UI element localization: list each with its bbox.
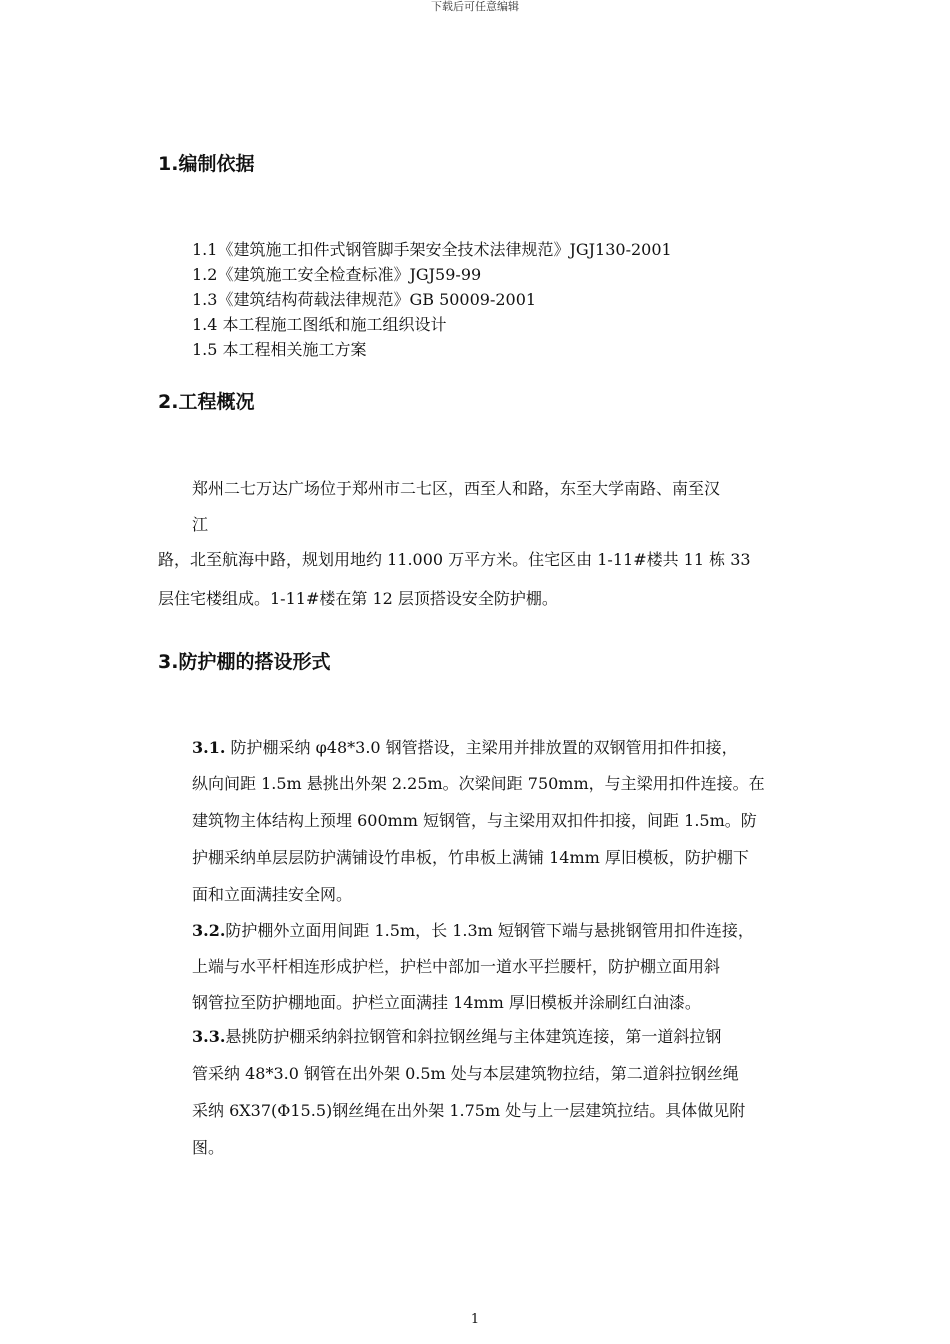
reference-item: 1.5 本工程相关施工方案 — [192, 340, 367, 359]
reference-item: 1.3《建筑结构荷载法律规范》GB 50009-2001 — [192, 290, 537, 309]
page-header-note: 下载后可任意编辑 — [431, 0, 519, 13]
paragraph-3-3-number: 3.3. — [192, 1027, 226, 1046]
paragraph-3-2-line — [192, 920, 754, 942]
reference-item: 1.2《建筑施工安全检查标准》JGJ59-99 — [192, 265, 482, 284]
section-2-heading: 2.工程概况 — [158, 391, 255, 413]
page-number: 1 — [470, 1312, 480, 1327]
paragraph-3-1-line: 纵向间距 1.5m 悬挑出外架 2.25m。次梁间距 750mm，与主梁用扣件连接。在 — [192, 774, 765, 793]
section-3-heading: 3.防护棚的搭设形式 — [158, 651, 331, 673]
paragraph-3-1-line: 建筑物主体结构上预埋 600mm 短钢管，与主梁用双扣件扣接，间距 1.5m。防 — [192, 811, 757, 830]
overview-line: 路，北至航海中路，规划用地约 11.000 万平方米。住宅区由 1-11#楼共 11 栋 33 — [158, 550, 751, 569]
overview-line: 郑州二七万达广场位于郑州市二七区，西至人和路，东至大学南路、南至汉 — [192, 479, 721, 498]
reference-item: 1.1《建筑施工扣件式钢管脚手架安全技术法律规范》JGJ130-2001 — [192, 240, 672, 259]
overview-line: 层住宅楼组成。1-11#楼在第 12 层顶搭设安全防护棚。 — [158, 589, 558, 608]
reference-item: 1.4 本工程施工图纸和施工组织设计 — [192, 315, 447, 334]
overview-line: 江 — [192, 515, 209, 534]
paragraph-3-3-line: 管采纳 48*3.0 钢管在出外架 0.5m 处与本层建筑物拉结，第二道斜拉钢丝绳 — [192, 1064, 739, 1083]
paragraph-3-2-line: 上端与水平杆相连形成护栏，护栏中部加一道水平拦腰杆，防护棚立面用斜 — [192, 957, 721, 976]
paragraph-3-3-line — [192, 1026, 721, 1048]
paragraph-3-1-line: 面和立面满挂安全网。 — [192, 885, 353, 904]
paragraph-3-3-text: 悬挑防护棚采纳斜拉钢管和斜拉钢丝绳与主体建筑连接，第一道斜拉钢 — [225, 1027, 722, 1046]
paragraph-3-3-line: 图。 — [192, 1138, 225, 1157]
paragraph-3-1-text: 防护棚采纳 φ48*3.0 钢管搭设，主梁用并排放置的双钢管用扣件扣接， — [225, 738, 738, 757]
paragraph-3-2-text: 防护棚外立面用间距 1.5m，长 1.3m 短钢管下端与悬挑钢管用扣件连接， — [225, 921, 754, 940]
paragraph-3-1-line — [192, 737, 738, 759]
paragraph-3-3-line: 采纳 6X37(Φ15.5)钢丝绳在出外架 1.75m 处与上一层建筑拉结。具体做见附 — [192, 1101, 746, 1120]
paragraph-3-1-line: 护棚采纳单层层防护满铺设竹串板，竹串板上满铺 14mm 厚旧模板，防护棚下 — [192, 848, 749, 867]
section-1-heading: 1.编制依据 — [158, 153, 255, 175]
paragraph-3-2-line: 钢管拉至防护棚地面。护栏立面满挂 14mm 厚旧模板并涂刷红白油漆。 — [192, 993, 701, 1012]
paragraph-3-1-number: 3.1. — [192, 738, 226, 757]
paragraph-3-2-number: 3.2. — [192, 921, 226, 940]
